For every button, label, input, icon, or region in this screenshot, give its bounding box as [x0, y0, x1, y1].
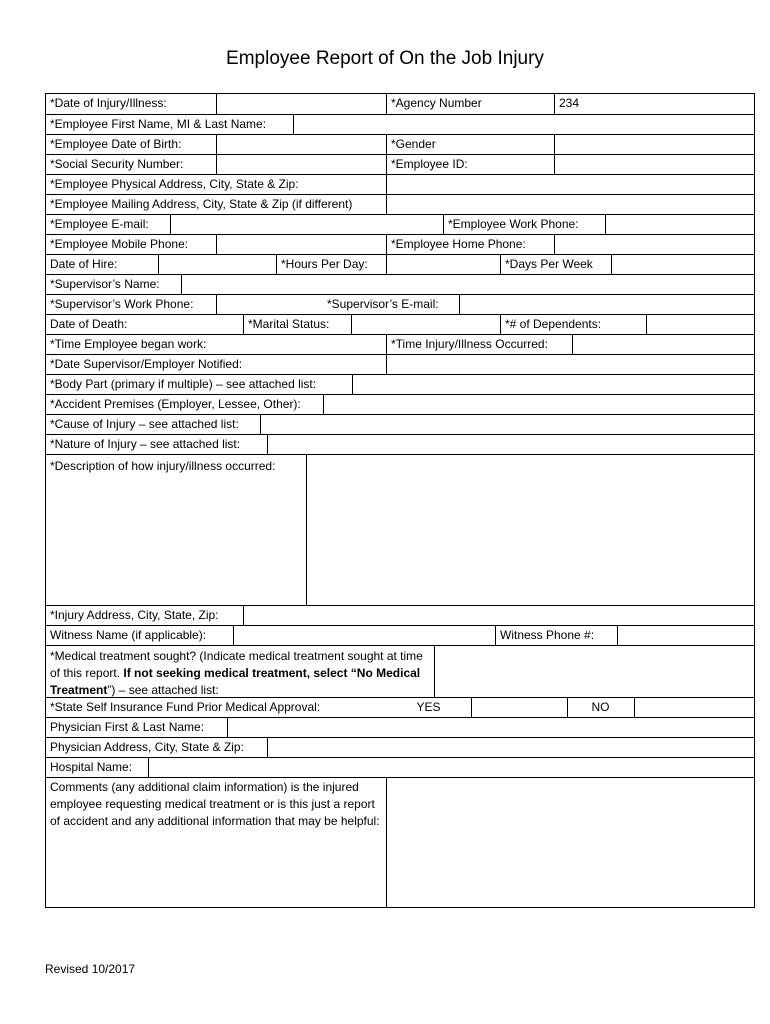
premises-label: *Accident Premises (Employer, Lessee, Other): [50, 397, 301, 411]
supervisor-email-label: *Supervisor’s E-mail: [327, 297, 439, 311]
yes-label: YES [416, 700, 441, 714]
row-medical-treatment [46, 645, 754, 697]
home-phone-field[interactable] [554, 235, 754, 254]
injury-report-form [45, 93, 755, 908]
time-injury-label: *Time Injury/Illness Occurred: [386, 335, 572, 354]
dob-field[interactable] [216, 135, 386, 154]
row-nature [46, 434, 754, 454]
row-ssn-empid [46, 154, 754, 174]
physician-address-field[interactable] [267, 738, 754, 757]
injury-address-field[interactable] [243, 606, 754, 625]
row-witness [46, 625, 754, 645]
dependents-label: *# of Dependents: [500, 315, 646, 334]
row-mailing-address [46, 194, 754, 214]
physician-address-label: Physician Address, City, State & Zip: [50, 740, 244, 754]
work-phone-label: *Employee Work Phone: [443, 215, 605, 234]
body-part-label: *Body Part (primary if multiple) – see attached list: [50, 377, 317, 391]
supervisor-email-field[interactable] [459, 295, 754, 314]
nature-label: *Nature of Injury – see attached list: [50, 437, 241, 451]
dob-label: *Employee Date of Birth: [50, 137, 182, 151]
cause-label: *Cause of Injury – see attached list: [50, 417, 239, 431]
home-phone-label: *Employee Home Phone: [386, 235, 554, 254]
employee-name-label: *Employee First Name, MI & Last Name: [50, 117, 267, 131]
row-body-part [46, 374, 754, 394]
ssn-label: *Social Security Number: [50, 157, 184, 171]
marital-status-label: *Marital Status: [243, 315, 351, 334]
premises-field[interactable] [323, 395, 754, 414]
medical-treatment-label [46, 646, 434, 697]
date-notified-label: *Date Supervisor/Employer Notified: [50, 357, 243, 371]
row-physician-name [46, 717, 754, 737]
row-hire-hours-days [46, 254, 754, 274]
witness-phone-field[interactable] [617, 626, 754, 645]
hours-day-label: *Hours Per Day: [276, 255, 386, 274]
row-supervisor-contact [46, 294, 754, 314]
row-premises [46, 394, 754, 414]
agency-number-label: *Agency Number [386, 94, 554, 114]
row-employee-name [46, 114, 754, 134]
employee-name-field[interactable] [293, 115, 754, 134]
injury-address-label: *Injury Address, City, State, Zip: [50, 608, 219, 622]
physical-address-label: *Employee Physical Address, City, State & Zip: [50, 177, 299, 191]
comments-field[interactable] [386, 778, 754, 907]
time-injury-field[interactable] [572, 335, 754, 354]
date-hire-label: Date of Hire: [50, 257, 118, 271]
work-phone-field[interactable] [605, 215, 754, 234]
no-label: NO [591, 700, 610, 714]
mobile-phone-label: *Employee Mobile Phone: [50, 237, 189, 251]
hours-day-field[interactable] [386, 255, 500, 274]
supervisor-phone-field[interactable] [216, 295, 323, 314]
supervisor-name-field[interactable] [181, 275, 754, 294]
gender-label: *Gender [386, 135, 554, 154]
row-dob-gender [46, 134, 754, 154]
physician-name-field[interactable] [227, 718, 754, 737]
days-week-label: *Days Per Week [500, 255, 611, 274]
physician-name-label: Physician First & Last Name: [50, 720, 205, 734]
row-comments [46, 777, 754, 907]
marital-status-field[interactable] [351, 315, 500, 334]
gender-field[interactable] [554, 135, 754, 154]
self-insurance-label: *State Self Insurance Fund Prior Medical Approval: [50, 700, 321, 714]
date-hire-field[interactable] [158, 255, 276, 274]
medical-text-2: ”) – see attached list: [107, 683, 219, 697]
row-mobile-homephone [46, 234, 754, 254]
ssn-field[interactable] [216, 155, 386, 174]
witness-phone-label: Witness Phone #: [495, 626, 617, 645]
revision-footer: Revised 10/2017 [45, 962, 136, 976]
mobile-phone-field[interactable] [216, 235, 386, 254]
medical-text-1: *Medical treatment sought? (Indicate medical treatment sought at time of this report. [50, 649, 423, 680]
employee-id-field[interactable] [554, 155, 754, 174]
supervisor-name-label: *Supervisor’s Name: [50, 277, 160, 291]
days-week-field[interactable] [611, 255, 754, 274]
email-label: *Employee E-mail: [50, 217, 149, 231]
row-date-injury [46, 94, 754, 114]
row-death-marital-dependents [46, 314, 754, 334]
mailing-address-field[interactable] [386, 195, 754, 214]
row-physical-address [46, 174, 754, 194]
row-description [46, 454, 754, 605]
witness-name-label: Witness Name (if applicable): [50, 628, 207, 642]
page-title: Employee Report of On the Job Injury [226, 48, 544, 69]
row-injury-address [46, 605, 754, 625]
witness-name-field[interactable] [233, 626, 495, 645]
supervisor-phone-label: *Supervisor’s Work Phone: [50, 297, 194, 311]
dependents-field[interactable] [646, 315, 754, 334]
row-physician-address [46, 737, 754, 757]
time-began-label: *Time Employee began work: [50, 337, 207, 351]
no-checkbox-field[interactable] [634, 698, 754, 717]
date-notified-field[interactable] [386, 355, 754, 374]
row-cause [46, 414, 754, 434]
description-field[interactable] [306, 455, 754, 605]
date-injury-label: *Date of Injury/Illness: [50, 96, 167, 110]
hospital-label: Hospital Name: [50, 760, 133, 774]
medical-treatment-field[interactable] [434, 646, 754, 697]
row-email-workphone [46, 214, 754, 234]
description-label: *Description of how injury/illness occurred: [50, 459, 276, 473]
employee-id-label: *Employee ID: [386, 155, 554, 174]
body-part-field[interactable] [352, 375, 754, 394]
date-death-label: Date of Death: [50, 317, 128, 331]
physical-address-field[interactable] [386, 175, 754, 194]
email-field[interactable] [170, 215, 443, 234]
yes-checkbox-field[interactable] [471, 698, 567, 717]
row-self-insurance [46, 697, 754, 717]
agency-number-field[interactable]: 234 [554, 94, 754, 114]
row-supervisor-name [46, 274, 754, 294]
cause-field[interactable] [260, 415, 754, 434]
hospital-field[interactable] [148, 758, 754, 777]
comments-label: Comments (any additional claim information) is the injured employee requesting medical treatment or is this just a report of accident and any additional information that may be helpful: [50, 780, 380, 828]
date-injury-field[interactable] [216, 94, 386, 114]
medical-text-bold: If not seeking medical treatment, select “No Medical Treatment [50, 666, 421, 697]
mailing-address-label: *Employee Mailing Address, City, State & Zip (if different) [50, 197, 353, 211]
row-times [46, 334, 754, 354]
row-hospital [46, 757, 754, 777]
row-date-notified [46, 354, 754, 374]
nature-field[interactable] [267, 435, 754, 454]
